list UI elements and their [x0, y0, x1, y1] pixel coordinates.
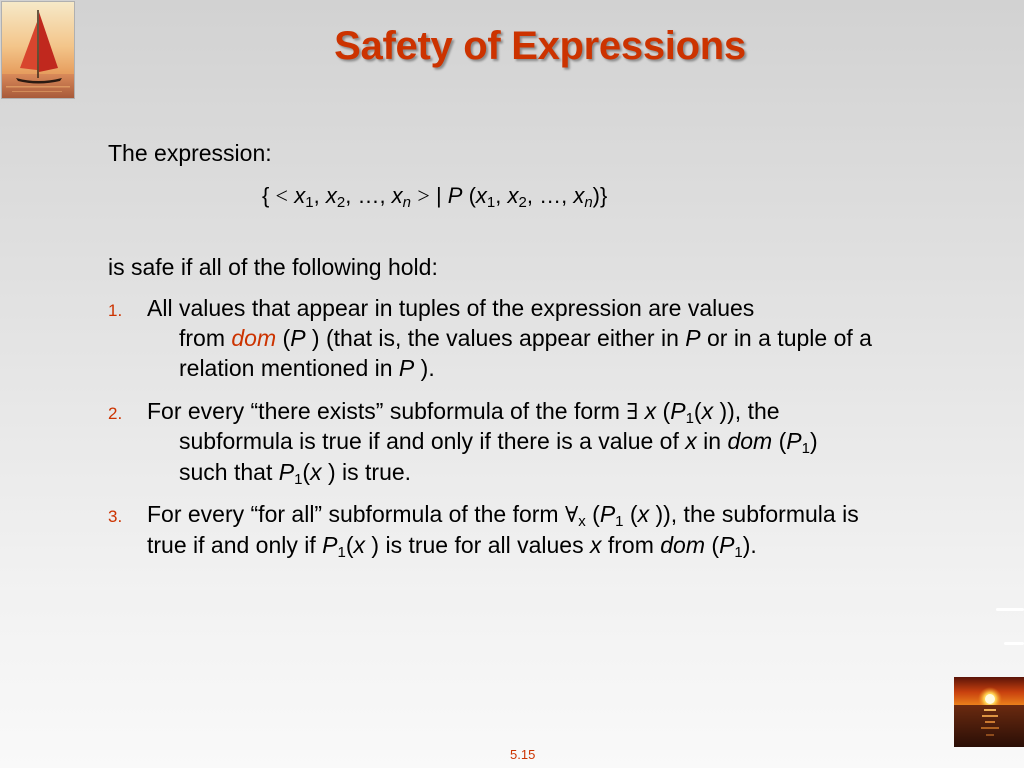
list-text: ) is true for all values [365, 532, 590, 558]
list-text: relation mentioned in [179, 355, 399, 381]
predicate-p: P [685, 325, 701, 351]
list-text: ( [276, 325, 291, 351]
formula-open: { [262, 183, 276, 208]
subscript: 1 [615, 513, 624, 530]
dom-term: dom [660, 532, 706, 558]
list-text: in [696, 428, 728, 454]
variable-x: x [701, 398, 714, 424]
predicate-p: P [290, 325, 306, 351]
formula-paren: ( [462, 183, 476, 208]
formula-sub: n [584, 194, 593, 211]
list-text: ) is true. [321, 459, 412, 485]
list-item-2-line-1 [108, 398, 780, 427]
predicate-p: P [599, 501, 616, 527]
formula-lt: < [275, 183, 288, 208]
page-number: 5.15 [510, 747, 536, 762]
formula-x: x [573, 183, 585, 208]
set-formula [262, 182, 607, 209]
variable-x: x [353, 532, 366, 558]
formula-x: x [325, 183, 337, 208]
list-text: or in a tuple of a [700, 325, 872, 351]
list-number: 2. [108, 404, 123, 423]
list-text: such that [179, 459, 279, 485]
slide-title: Safety of Expressions [334, 24, 746, 68]
lead-text: is safe if all of the following hold: [108, 254, 438, 280]
predicate-p: P [719, 532, 735, 558]
decorative-arc [996, 608, 1024, 611]
list-item-3-line-1 [108, 501, 859, 530]
list-item-1-line-1 [108, 295, 754, 324]
formula-sub: 2 [336, 194, 346, 211]
subscript: 1 [734, 544, 743, 561]
forall-symbol: ∀ [564, 502, 579, 527]
variable-x: x [589, 532, 602, 558]
exists-symbol: ∃ [626, 399, 639, 424]
list-text: true if and only if [147, 532, 323, 558]
list-number: 1. [108, 301, 123, 320]
list-text: subformula is true if and only if there is a value of [179, 428, 686, 454]
formula-sub: 1 [486, 194, 496, 211]
subscript: 1 [294, 471, 303, 488]
list-text: from [601, 532, 661, 558]
predicate-p: P [322, 532, 338, 558]
formula-sub: 2 [518, 194, 527, 211]
subscript: 1 [801, 440, 810, 457]
list-text: ( [693, 398, 702, 424]
list-text: For every “there exists” subformula of the form [147, 398, 627, 424]
list-item-1-line-2 [179, 325, 872, 352]
intro-text: The expression: [108, 140, 272, 166]
formula-bar: | [429, 183, 448, 208]
subscript: 1 [337, 544, 346, 561]
formula-close: )} [592, 183, 608, 208]
formula-sub: 1 [305, 194, 314, 211]
formula-gt: > [417, 183, 430, 208]
list-text: ( [585, 501, 600, 527]
list-text: ( [656, 398, 671, 424]
list-item-2-line-2 [179, 428, 818, 455]
formula-comma: , [526, 183, 540, 208]
formula-x: x [475, 183, 487, 208]
variable-x: x [310, 459, 322, 485]
predicate-p: P [786, 428, 802, 454]
sunset-image [954, 677, 1024, 747]
variable-x: x [685, 428, 697, 454]
list-item-2-line-3 [179, 459, 411, 486]
list-text: from [179, 325, 232, 351]
formula-ellipsis: …, [357, 183, 392, 208]
list-text: ( [623, 501, 638, 527]
subscript: 1 [685, 410, 694, 427]
formula-comma: , [345, 183, 358, 208]
list-text: ) [809, 428, 818, 454]
variable-x: x [637, 501, 650, 527]
list-text: ). [414, 355, 435, 381]
dom-term: dom [727, 428, 773, 454]
predicate-p: P [398, 355, 415, 381]
list-item-3-line-2 [147, 532, 757, 559]
list-text: ). [742, 532, 757, 558]
list-text: For every “for all” subformula of the form [147, 501, 565, 527]
formula-x: x [294, 183, 306, 208]
list-text: ( [772, 428, 787, 454]
list-item-1-line-3 [179, 355, 435, 382]
variable-x: x [644, 398, 657, 424]
list-text: ( [302, 459, 311, 485]
list-text: )), the [713, 398, 780, 424]
predicate-p: P [670, 398, 686, 424]
predicate-p: P [278, 459, 295, 485]
subscript: x [578, 513, 586, 530]
formula-comma: , [495, 183, 508, 208]
list-text: All values that appear in tuples of the expression are values [147, 295, 755, 321]
list-text: ( [705, 532, 720, 558]
decorative-arc [1004, 642, 1024, 645]
formula-p: P [447, 183, 463, 208]
dom-term: dom [231, 325, 277, 351]
formula-x: x [391, 183, 403, 208]
formula-ellipsis: …, [539, 183, 574, 208]
formula-comma: , [313, 183, 326, 208]
list-text: )), the subformula is [649, 501, 859, 527]
list-text: ) (that is, the values appear either in [305, 325, 686, 351]
list-number: 3. [108, 507, 123, 526]
list-text: ( [345, 532, 354, 558]
formula-sub: n [402, 194, 412, 211]
formula-x: x [507, 183, 519, 208]
